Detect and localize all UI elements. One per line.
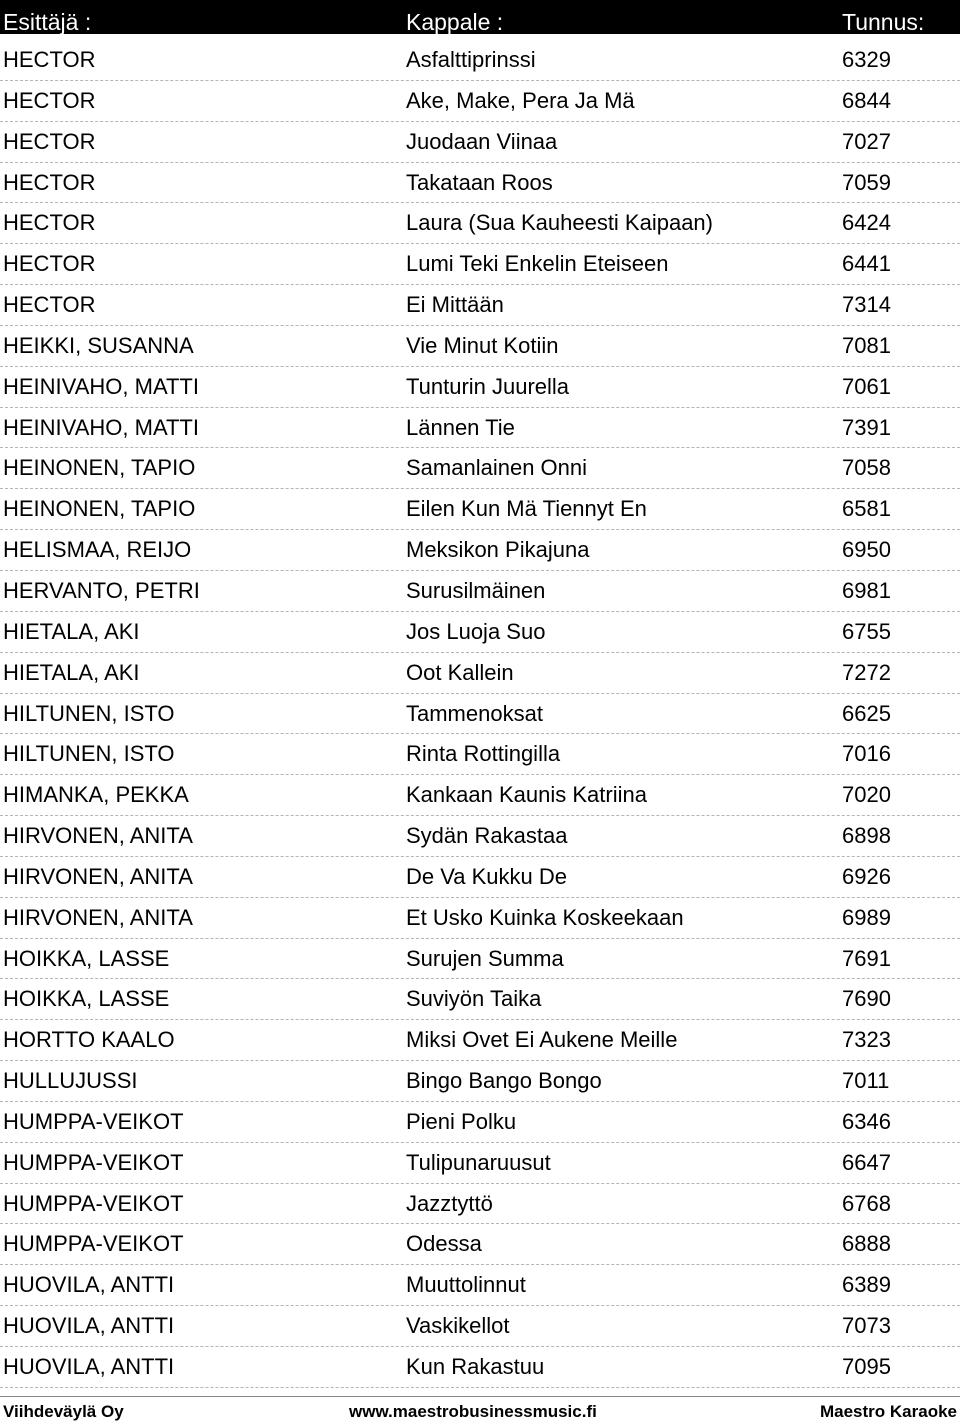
code-cell: 7391 [842, 414, 891, 440]
code-cell: 7058 [842, 455, 891, 481]
code-cell: 6625 [842, 700, 891, 726]
code-cell: 6346 [842, 1108, 891, 1134]
song-cell: Meksikon Pikajuna [406, 537, 590, 563]
song-cell: Asfalttiprinssi [406, 47, 536, 72]
code-cell: 6950 [842, 537, 891, 563]
artist-cell: HIETALA, AKI [3, 618, 140, 644]
code-cell: 7272 [842, 659, 891, 685]
table-row [0, 694, 960, 735]
song-cell: Sydän Rakastaa [406, 823, 568, 849]
table-row [0, 1020, 960, 1061]
artist-cell: HECTOR [3, 251, 96, 277]
song-cell: Suviyön Taika [406, 986, 542, 1012]
artist-cell: HOIKKA, LASSE [3, 945, 170, 971]
code-cell: 7061 [842, 373, 891, 399]
code-cell: 6329 [842, 47, 891, 72]
table-row [0, 1347, 960, 1388]
table-row [0, 122, 960, 163]
code-cell: 7323 [842, 1027, 891, 1053]
artist-cell: HUOVILA, ANTTI [3, 1354, 175, 1379]
table-row [0, 775, 960, 816]
table-row [0, 81, 960, 122]
table-row [0, 1102, 960, 1143]
artist-cell: HEINONEN, TAPIO [3, 496, 196, 522]
song-cell: Et Usko Kuinka Koskeekaan [406, 904, 684, 930]
song-cell: Rinta Rottingilla [406, 741, 561, 767]
song-cell: Lännen Tie [406, 414, 515, 440]
table-row [0, 203, 960, 244]
table-row [0, 653, 960, 694]
table-row [0, 367, 960, 408]
song-cell: Miksi Ovet Ei Aukene Meille [406, 1027, 678, 1053]
song-cell: Jazztyttö [406, 1190, 493, 1216]
footer-website: www.maestrobusinessmusic.fi [349, 1402, 597, 1421]
table-row [0, 1306, 960, 1347]
song-cell: Surujen Summa [406, 945, 564, 971]
artist-cell: HUMPPA-VEIKOT [3, 1108, 184, 1134]
code-cell: 6424 [842, 210, 891, 236]
table-row [0, 408, 960, 449]
song-column-header: Kappale : [406, 9, 504, 34]
artist-cell: HILTUNEN, ISTO [3, 700, 175, 726]
song-cell: Ei Mittään [406, 292, 504, 318]
table-row [0, 1184, 960, 1225]
code-cell: 6768 [842, 1190, 891, 1216]
song-cell: Vaskikellot [406, 1313, 510, 1339]
artist-cell: HEINONEN, TAPIO [3, 455, 196, 481]
code-cell: 6844 [842, 87, 891, 113]
table-row [0, 326, 960, 367]
code-cell: 7095 [842, 1354, 891, 1379]
footer-brand: Maestro Karaoke [819, 1402, 957, 1421]
song-cell: Takataan Roos [406, 169, 553, 195]
table-row [0, 1224, 960, 1265]
artist-cell: HECTOR [3, 292, 96, 318]
song-cell: Jos Luoja Suo [406, 618, 546, 644]
artist-cell: HECTOR [3, 128, 96, 154]
code-cell: 7027 [842, 128, 891, 154]
artist-cell: HIRVONEN, ANITA [3, 863, 193, 889]
song-cell: Oot Kallein [406, 659, 514, 685]
table-row [0, 530, 960, 571]
artist-cell: HIMANKA, PEKKA [3, 782, 189, 808]
table-row [0, 571, 960, 612]
table-row [0, 1265, 960, 1306]
artist-cell: HELISMAA, REIJO [3, 537, 192, 563]
song-cell: Laura (Sua Kauheesti Kaipaan) [406, 210, 713, 236]
song-list [0, 40, 960, 1388]
artist-cell: HECTOR [3, 87, 96, 113]
song-cell: Muuttolinnut [406, 1272, 526, 1298]
song-cell: Tunturin Juurella [406, 373, 570, 399]
song-cell: Samanlainen Onni [406, 455, 588, 481]
song-cell: Vie Minut Kotiin [406, 332, 559, 358]
code-cell: 7016 [842, 741, 891, 767]
table-row [0, 244, 960, 285]
song-cell: Ake, Make, Pera Ja Mä [406, 87, 635, 113]
artist-cell: HUMPPA-VEIKOT [3, 1190, 184, 1216]
artist-cell: HOIKKA, LASSE [3, 986, 170, 1012]
table-row [0, 898, 960, 939]
code-cell: 7690 [842, 986, 891, 1012]
artist-cell: HECTOR [3, 47, 96, 72]
code-cell: 7011 [842, 1068, 890, 1094]
code-cell: 6581 [842, 496, 891, 522]
song-cell: Odessa [406, 1231, 482, 1257]
artist-cell: HECTOR [3, 210, 96, 236]
code-cell: 6441 [842, 251, 891, 277]
code-cell: 7073 [842, 1313, 891, 1339]
song-cell: Tammenoksat [406, 700, 543, 726]
artist-cell: HIRVONEN, ANITA [3, 823, 193, 849]
table-row [0, 40, 960, 81]
code-cell: 6926 [842, 863, 891, 889]
song-cell: De Va Kukku De [406, 863, 568, 889]
song-cell: Juodaan Viinaa [406, 128, 558, 154]
table-row [0, 1143, 960, 1184]
artist-cell: HUOVILA, ANTTI [3, 1313, 175, 1339]
code-cell: 6647 [842, 1149, 891, 1175]
artist-cell: HIETALA, AKI [3, 659, 140, 685]
code-cell: 7020 [842, 782, 891, 808]
artist-cell: HECTOR [3, 169, 96, 195]
table-row [0, 163, 960, 204]
song-cell: Pieni Polku [406, 1108, 517, 1134]
song-cell: Surusilmäinen [406, 577, 546, 603]
page-footer [0, 1396, 960, 1424]
song-cell: Tulipunaruusut [406, 1149, 551, 1175]
code-cell: 7314 [842, 292, 891, 318]
artist-cell: HUMPPA-VEIKOT [3, 1231, 184, 1257]
artist-cell: HULLUJUSSI [3, 1068, 138, 1094]
artist-cell: HEINIVAHO, MATTI [3, 414, 199, 440]
code-cell: 6989 [842, 904, 891, 930]
table-row [0, 857, 960, 898]
table-row [0, 612, 960, 653]
artist-cell: HIRVONEN, ANITA [3, 904, 193, 930]
song-cell: Kun Rakastuu [406, 1354, 545, 1379]
code-cell: 6981 [842, 577, 891, 603]
song-cell: Lumi Teki Enkelin Eteiseen [406, 251, 669, 277]
song-cell: Bingo Bango Bongo [406, 1068, 602, 1094]
artist-cell: HILTUNEN, ISTO [3, 741, 175, 767]
code-cell: 7081 [842, 332, 891, 358]
table-header [0, 0, 960, 34]
code-cell: 6755 [842, 618, 891, 644]
code-cell: 7691 [842, 945, 891, 971]
artist-column-header: Esittäjä : [3, 9, 92, 34]
code-cell: 6389 [842, 1272, 891, 1298]
artist-cell: HUOVILA, ANTTI [3, 1272, 175, 1298]
artist-cell: HERVANTO, PETRI [3, 577, 200, 603]
code-cell: 6898 [842, 823, 891, 849]
artist-cell: HUMPPA-VEIKOT [3, 1149, 184, 1175]
table-row [0, 734, 960, 775]
artist-cell: HEIKKI, SUSANNA [3, 332, 194, 358]
code-cell: 7059 [842, 169, 891, 195]
table-row [0, 1061, 960, 1102]
artist-cell: HEINIVAHO, MATTI [3, 373, 199, 399]
footer-company: Viihdeväylä Oy [3, 1402, 124, 1421]
song-cell: Eilen Kun Mä Tiennyt En [406, 496, 647, 522]
table-row [0, 939, 960, 980]
table-row [0, 489, 960, 530]
song-cell: Kankaan Kaunis Katriina [406, 782, 647, 808]
artist-cell: HORTTO KAALO [3, 1027, 175, 1053]
table-row [0, 979, 960, 1020]
code-cell: 6888 [842, 1231, 891, 1257]
table-row [0, 448, 960, 489]
table-row [0, 816, 960, 857]
table-row [0, 285, 960, 326]
code-column-header: Tunnus: [842, 9, 925, 34]
